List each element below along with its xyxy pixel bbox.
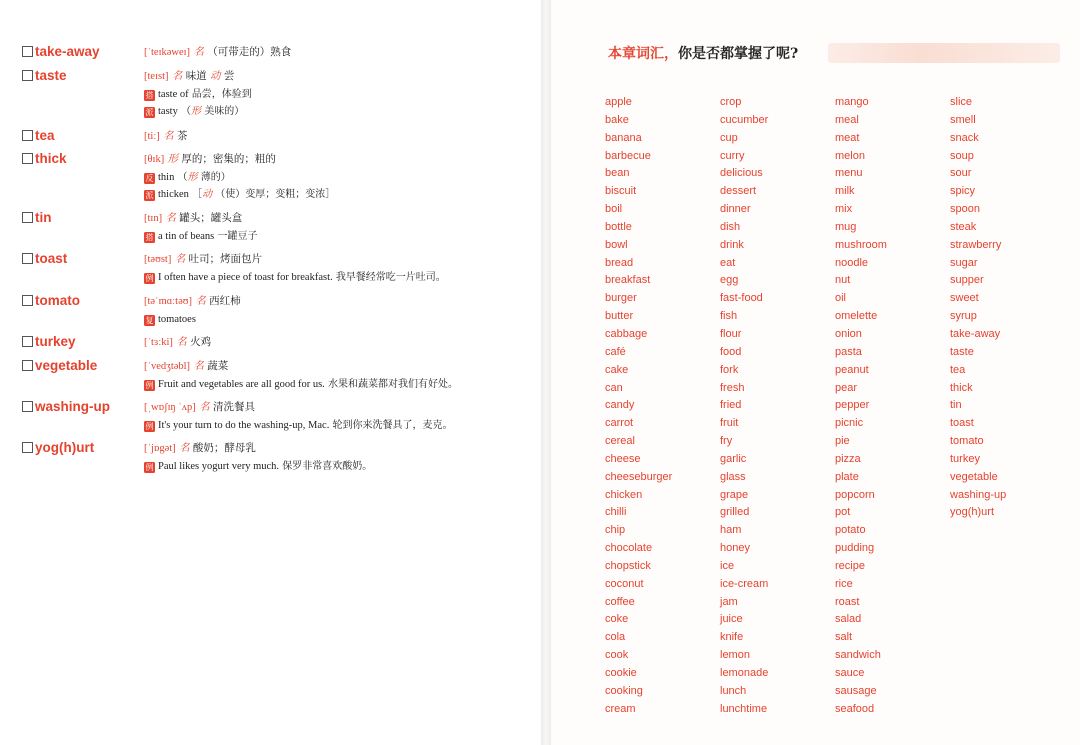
checkbox-icon bbox=[22, 295, 33, 306]
paren: ［ bbox=[192, 189, 203, 201]
vocab-word: spoon bbox=[950, 203, 980, 216]
headword-text: tea bbox=[35, 128, 55, 143]
page-gutter bbox=[541, 0, 551, 745]
definition-line bbox=[144, 68, 539, 86]
vocab-word: boil bbox=[605, 203, 623, 216]
vocab-word: mango bbox=[835, 96, 869, 108]
vocab-word: meat bbox=[835, 131, 860, 144]
definition-line bbox=[144, 334, 539, 352]
label-tag: 派 bbox=[145, 108, 154, 118]
chinese-text: 我早餐经常吃一片吐司。 bbox=[335, 271, 446, 283]
headword bbox=[22, 151, 67, 166]
chinese-text: 保罗非常喜欢酸奶。 bbox=[282, 460, 373, 472]
vocab-word: fork bbox=[720, 363, 739, 376]
chinese-text: 轮到你来洗餐具了，麦克。 bbox=[332, 419, 453, 431]
vocab-word: cup bbox=[720, 131, 738, 144]
vocab-word: sandwich bbox=[835, 649, 881, 662]
label-tag: 复 bbox=[145, 315, 154, 325]
vocab-word: glass bbox=[720, 470, 746, 483]
definition-block bbox=[144, 334, 539, 352]
vocab-word: grape bbox=[720, 488, 749, 501]
headword bbox=[22, 358, 97, 373]
vocab-word: toast bbox=[950, 417, 974, 430]
chinese-text: （可带走的）熟食 bbox=[207, 46, 292, 58]
chinese-text: 酸奶；酵母乳 bbox=[192, 442, 256, 454]
part-of-speech: 动 bbox=[202, 189, 213, 201]
vocab-word: ice-cream bbox=[720, 577, 769, 590]
vocab-word: plate bbox=[835, 470, 859, 483]
definition-block bbox=[144, 44, 539, 62]
chinese-text: （使）变厚；变粗；变浓］ bbox=[215, 189, 336, 201]
vocab-word: dinner bbox=[720, 203, 751, 216]
vocab-word: candy bbox=[605, 399, 635, 412]
phonetic: [tiː] bbox=[144, 131, 160, 142]
vocab-word: apple bbox=[605, 96, 632, 108]
label-tag: 例 bbox=[145, 462, 154, 472]
word-column bbox=[720, 94, 830, 719]
vocab-word: coffee bbox=[605, 595, 635, 608]
vocab-word: ice bbox=[720, 559, 735, 572]
vocab-word: menu bbox=[835, 167, 863, 180]
vocab-word: chocolate bbox=[605, 542, 653, 555]
example-line bbox=[144, 228, 539, 246]
vocab-word: pizza bbox=[835, 452, 861, 465]
vocab-word: sweet bbox=[950, 292, 979, 305]
checkbox-icon bbox=[22, 253, 33, 264]
vocab-word: cabbage bbox=[605, 327, 648, 340]
vocab-word: biscuit bbox=[605, 185, 637, 198]
part-of-speech: 名 bbox=[163, 130, 174, 142]
vocab-word: steak bbox=[950, 220, 977, 233]
vocab-word: crop bbox=[720, 96, 742, 108]
vocab-word: cereal bbox=[605, 435, 635, 448]
phonetic: [ˈjɒgət] bbox=[144, 443, 176, 454]
vocab-word: potato bbox=[835, 524, 866, 537]
checkbox-icon bbox=[22, 46, 33, 57]
example-line bbox=[144, 86, 539, 104]
checkbox-icon bbox=[22, 336, 33, 347]
part-of-speech: 名 bbox=[199, 401, 210, 413]
vocab-word: grilled bbox=[720, 506, 750, 519]
chinese-text: 味道 bbox=[185, 70, 207, 82]
example-line bbox=[144, 103, 539, 121]
phonetic: [ˈtɜːki] bbox=[144, 337, 173, 348]
headword bbox=[22, 334, 76, 349]
vocab-word: food bbox=[720, 345, 742, 358]
headword bbox=[22, 399, 110, 414]
definition-line bbox=[144, 151, 539, 169]
headword-text: washing-up bbox=[35, 399, 110, 414]
english-text: tasty bbox=[158, 106, 178, 118]
part-of-speech: 动 bbox=[210, 70, 221, 82]
example-line bbox=[144, 376, 539, 394]
part-of-speech: 形 bbox=[191, 106, 202, 118]
vocab-word: dessert bbox=[720, 185, 757, 198]
headword bbox=[22, 44, 100, 59]
phonetic: [ˈvedʒtəbl] bbox=[144, 361, 191, 372]
vocab-word: noodle bbox=[835, 256, 869, 269]
part-of-speech: 形 bbox=[187, 171, 198, 183]
vocab-word: eat bbox=[720, 256, 736, 269]
chinese-text: 茶 bbox=[176, 130, 188, 142]
definition-line bbox=[144, 358, 539, 376]
vocab-word: bake bbox=[605, 113, 629, 126]
headword-text: turkey bbox=[35, 334, 76, 349]
chinese-text: 厚的；密集的；粗的 bbox=[181, 153, 276, 165]
vocab-word: salad bbox=[835, 613, 862, 626]
english-text: Fruit and vegetables are all good for us. bbox=[158, 378, 325, 390]
vocab-word: ham bbox=[720, 524, 742, 537]
headword-text: vegetable bbox=[35, 358, 98, 373]
definition-block bbox=[144, 293, 539, 328]
english-text: thicken bbox=[158, 189, 189, 201]
vocab-word: pot bbox=[835, 506, 851, 519]
definition-block bbox=[144, 151, 539, 204]
vocab-word: garlic bbox=[720, 452, 747, 465]
paren: （ bbox=[181, 106, 192, 118]
checkbox-icon bbox=[22, 130, 33, 141]
part-of-speech: 名 bbox=[174, 253, 186, 265]
label-tag: 派 bbox=[145, 191, 154, 201]
vocab-word: bean bbox=[605, 167, 630, 180]
vocab-word: cucumber bbox=[720, 113, 769, 126]
headword bbox=[22, 293, 80, 308]
vocab-word: meal bbox=[835, 113, 859, 126]
vocab-word: bowl bbox=[605, 238, 628, 251]
definition-line bbox=[144, 293, 539, 311]
review-title-rest: 你是否都掌握了呢? bbox=[678, 46, 799, 62]
vocab-word: yog(h)urt bbox=[950, 506, 995, 519]
word-column bbox=[835, 94, 945, 719]
chinese-text: 罐头；罐头盒 bbox=[179, 212, 243, 224]
vocab-word: picnic bbox=[835, 417, 864, 430]
vocab-word: thick bbox=[950, 381, 973, 394]
vocab-word: delicious bbox=[720, 167, 763, 180]
vocab-word: sugar bbox=[950, 256, 978, 269]
vocab-word: fresh bbox=[720, 381, 745, 394]
headword-text: yog(h)urt bbox=[35, 440, 95, 455]
vocab-word: roast bbox=[835, 595, 860, 608]
vocab-word: peanut bbox=[835, 363, 869, 376]
vocab-word: take-away bbox=[950, 327, 1001, 340]
definition-block bbox=[144, 440, 539, 475]
part-of-speech: 名 bbox=[193, 360, 204, 372]
vocab-word: lemonade bbox=[720, 667, 769, 679]
vocab-word: fruit bbox=[720, 417, 739, 430]
part-of-speech: 名 bbox=[171, 70, 183, 82]
definition-line bbox=[144, 251, 539, 269]
headword-text: tomato bbox=[35, 293, 80, 308]
vocab-word: cooking bbox=[605, 684, 643, 697]
vocab-word: fish bbox=[720, 310, 738, 323]
phonetic: [ˈteɪkəweɪ] bbox=[144, 47, 191, 58]
label-tag: 搭 bbox=[145, 232, 154, 242]
example-line bbox=[144, 269, 539, 287]
example-line bbox=[144, 186, 539, 204]
checkbox-icon bbox=[22, 212, 33, 223]
chinese-text: 西红柿 bbox=[209, 295, 241, 307]
vocab-word: cream bbox=[605, 702, 636, 715]
definition-line bbox=[144, 210, 539, 228]
vocab-word: cake bbox=[605, 363, 629, 376]
phonetic: [təˈmɑːtəʊ] bbox=[144, 296, 192, 307]
english-text: It's your turn to do the washing-up, Mac. bbox=[158, 419, 330, 431]
vocab-word: milk bbox=[835, 185, 855, 198]
vocab-word: pear bbox=[835, 381, 858, 394]
vocab-word: nut bbox=[835, 274, 851, 287]
example-line bbox=[144, 311, 539, 329]
label-tag: 例 bbox=[145, 421, 154, 431]
vocab-word: tomato bbox=[950, 435, 984, 448]
vocab-word: barbecue bbox=[605, 149, 651, 162]
vocab-word: mug bbox=[835, 220, 857, 233]
definition-line bbox=[144, 399, 539, 417]
vocab-word: strawberry bbox=[950, 238, 1002, 251]
headword bbox=[22, 251, 67, 266]
vocab-word: cheeseburger bbox=[605, 470, 673, 483]
vocab-word: juice bbox=[720, 613, 743, 626]
vocab-word: recipe bbox=[835, 559, 865, 572]
vocab-word: café bbox=[605, 345, 626, 358]
vocab-word: cookie bbox=[605, 667, 637, 679]
vocab-word: honey bbox=[720, 542, 750, 555]
vocab-word: syrup bbox=[950, 310, 977, 323]
part-of-speech: 名 bbox=[195, 295, 206, 307]
headword-text: taste bbox=[35, 68, 67, 83]
paren: （ bbox=[177, 171, 188, 183]
vocab-word: coke bbox=[605, 613, 629, 626]
definition-line bbox=[144, 440, 539, 458]
headword-text: toast bbox=[35, 251, 68, 266]
vocab-word: turkey bbox=[950, 452, 980, 465]
example-line bbox=[144, 417, 539, 435]
vocab-word: pudding bbox=[835, 542, 875, 555]
vocab-word: tea bbox=[950, 363, 966, 376]
vocab-word: omelette bbox=[835, 310, 878, 323]
vocab-word: fried bbox=[720, 399, 742, 412]
vocab-word: bottle bbox=[605, 220, 632, 233]
headword-text: thick bbox=[35, 151, 67, 166]
english-text: taste of bbox=[158, 88, 189, 100]
headword bbox=[22, 440, 94, 455]
phonetic: [təʊst] bbox=[144, 254, 172, 265]
english-text: Paul likes yogurt very much. bbox=[158, 460, 280, 472]
label-tag: 例 bbox=[145, 380, 154, 390]
chinese-text: 一罐豆子 bbox=[217, 230, 258, 242]
phonetic: [θɪk] bbox=[144, 154, 165, 165]
vocab-word: lunch bbox=[720, 684, 747, 697]
vocab-word: slice bbox=[950, 96, 973, 108]
chinese-text: 美味的） bbox=[204, 106, 245, 118]
vocab-word: popcorn bbox=[835, 488, 875, 501]
headword bbox=[22, 210, 52, 225]
vocab-word: taste bbox=[950, 345, 974, 358]
vocab-word: carrot bbox=[605, 417, 634, 430]
vocab-word: chilli bbox=[605, 506, 627, 519]
vocab-word: vegetable bbox=[950, 470, 998, 483]
vocab-word: soup bbox=[950, 149, 974, 162]
english-text: I often have a piece of toast for breakfast. bbox=[158, 271, 333, 283]
chinese-text: 蔬菜 bbox=[207, 360, 229, 372]
vocab-word: chip bbox=[605, 524, 626, 537]
part-of-speech: 名 bbox=[193, 46, 204, 58]
checkbox-icon bbox=[22, 70, 33, 81]
chinese-text: 水果和蔬菜都对我们有好处。 bbox=[327, 378, 458, 390]
vocab-word: cola bbox=[605, 631, 626, 644]
english-text: thin bbox=[158, 171, 175, 183]
definition-block bbox=[144, 210, 539, 245]
english-text: a tin of beans bbox=[158, 230, 215, 242]
review-title-highlight: 本章词汇， bbox=[608, 46, 678, 62]
label-tag: 例 bbox=[145, 273, 154, 283]
vocab-word: seafood bbox=[835, 702, 875, 715]
english-text: tomatoes bbox=[158, 313, 196, 325]
checkbox-icon bbox=[22, 442, 33, 453]
vocab-word: drink bbox=[720, 238, 744, 251]
part-of-speech: 形 bbox=[167, 153, 179, 165]
right-page bbox=[551, 0, 1080, 745]
vocab-word: salt bbox=[835, 631, 853, 644]
part-of-speech: 名 bbox=[165, 212, 176, 224]
vocab-word: breakfast bbox=[605, 274, 651, 287]
vocab-word: sauce bbox=[835, 667, 865, 679]
vocab-word: washing-up bbox=[950, 488, 1007, 501]
label-tag: 反 bbox=[145, 173, 154, 183]
example-line bbox=[144, 169, 539, 187]
vocab-word: cheese bbox=[605, 452, 641, 465]
chinese-text: 尝 bbox=[223, 70, 235, 82]
vocab-word: egg bbox=[720, 274, 739, 287]
vocab-word: knife bbox=[720, 631, 744, 644]
phonetic: [teɪst] bbox=[144, 71, 169, 82]
vocab-word: mushroom bbox=[835, 238, 887, 251]
vocab-word: onion bbox=[835, 327, 862, 340]
vocab-word: butter bbox=[605, 310, 634, 323]
checkbox-icon bbox=[22, 360, 33, 371]
vocab-word: sausage bbox=[835, 684, 877, 697]
vocab-word: bread bbox=[605, 256, 634, 269]
vocab-word: chopstick bbox=[605, 559, 651, 572]
vocab-word: smell bbox=[950, 113, 976, 126]
definition-block bbox=[144, 358, 539, 393]
definition-block bbox=[144, 251, 539, 286]
vocab-word: lunchtime bbox=[720, 702, 768, 715]
example-line bbox=[144, 458, 539, 476]
vocab-word: fry bbox=[720, 435, 733, 448]
vocab-word: oil bbox=[835, 292, 847, 305]
vocab-word: mix bbox=[835, 203, 853, 216]
vocab-word: cook bbox=[605, 649, 629, 662]
vocab-word: dish bbox=[720, 220, 741, 233]
vocab-word: tin bbox=[950, 399, 962, 412]
label-tag: 搭 bbox=[145, 90, 154, 100]
checkbox-icon bbox=[22, 401, 33, 412]
definition-block bbox=[144, 68, 539, 121]
chinese-text: 清洗餐具 bbox=[212, 401, 255, 413]
review-title bbox=[608, 43, 798, 63]
headword bbox=[22, 68, 67, 83]
definition-line bbox=[144, 128, 539, 146]
vocab-word: supper bbox=[950, 274, 984, 287]
word-column bbox=[950, 94, 1060, 522]
checkbox-icon bbox=[22, 153, 33, 164]
headword bbox=[22, 128, 55, 143]
headword-text: tin bbox=[35, 210, 52, 225]
definition-block bbox=[144, 399, 539, 434]
headword-text: take-away bbox=[35, 44, 100, 59]
chinese-text: 品尝，体验到 bbox=[191, 88, 252, 100]
vocab-word: spicy bbox=[950, 185, 976, 198]
vocab-word: lemon bbox=[720, 649, 750, 662]
vocab-word: can bbox=[605, 381, 623, 394]
vocab-word: pepper bbox=[835, 399, 870, 412]
part-of-speech: 名 bbox=[176, 336, 187, 348]
vocab-word: banana bbox=[605, 131, 642, 144]
chinese-text: 吐司；烤面包片 bbox=[188, 253, 263, 265]
vocab-word: pie bbox=[835, 435, 850, 448]
vocab-word: snack bbox=[950, 131, 979, 144]
phonetic: [ˌwɒʃɪŋ ˈʌp] bbox=[144, 402, 196, 413]
vocab-word: coconut bbox=[605, 577, 644, 590]
vocab-word: chicken bbox=[605, 488, 643, 501]
vocab-word: jam bbox=[720, 595, 738, 608]
title-highlight-band bbox=[828, 43, 1060, 63]
part-of-speech: 名 bbox=[179, 442, 190, 454]
vocab-word: rice bbox=[835, 577, 853, 590]
vocab-word: curry bbox=[720, 149, 745, 162]
word-column bbox=[605, 94, 715, 719]
definition-block bbox=[144, 128, 539, 146]
chinese-text: 火鸡 bbox=[190, 336, 212, 348]
chinese-text: 薄的） bbox=[200, 171, 231, 183]
vocab-word: sour bbox=[950, 167, 972, 180]
vocab-word: burger bbox=[605, 292, 637, 305]
vocab-word: fast-food bbox=[720, 292, 763, 305]
vocab-word: flour bbox=[720, 327, 742, 340]
vocab-word: pasta bbox=[835, 345, 862, 358]
definition-line bbox=[144, 44, 539, 62]
vocab-word: melon bbox=[835, 149, 865, 162]
phonetic: [tɪn] bbox=[144, 213, 163, 224]
